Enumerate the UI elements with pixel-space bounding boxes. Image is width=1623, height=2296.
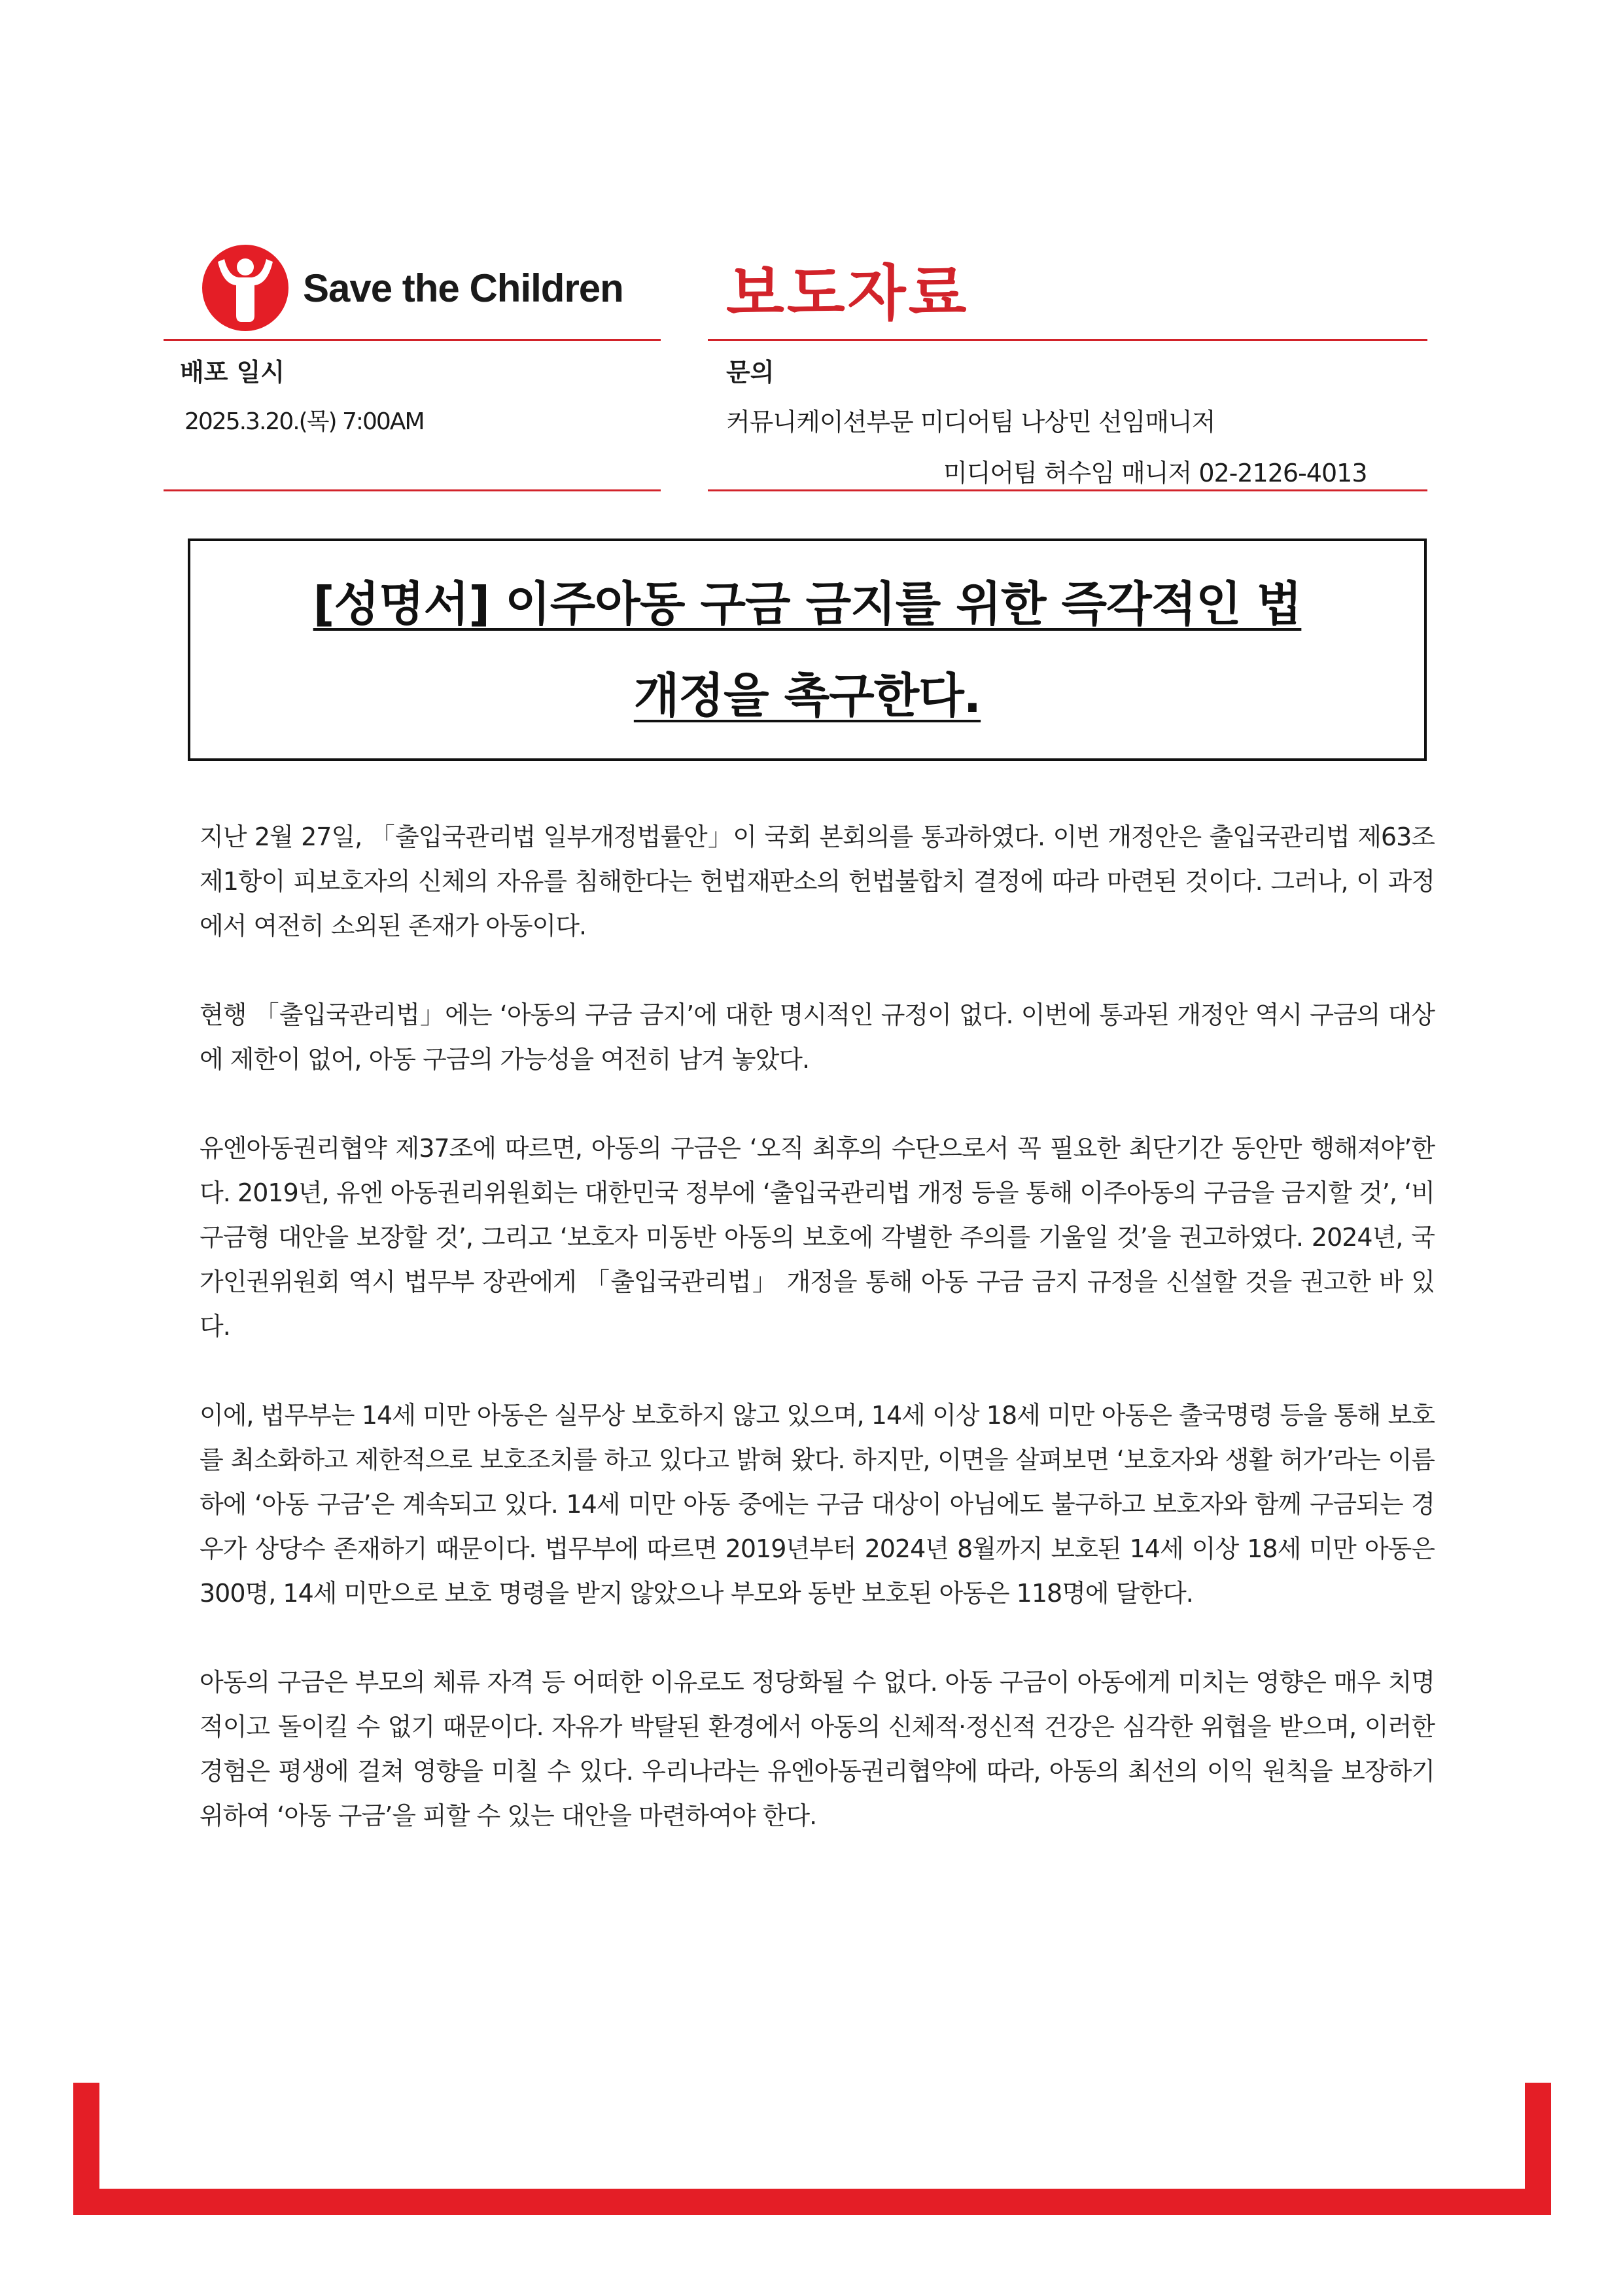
divider (164, 489, 661, 491)
contact-line-1: 커뮤니케이션부문 미디어팀 나상민 선임매니저 (726, 408, 1215, 436)
title-line-2: 개정을 촉구한다. (633, 668, 981, 723)
paragraph: 이에, 법무부는 14세 미만 아동은 실무상 보호하지 않고 있으며, 14세 이상 18세 미만 아동은 출국명령 등을 통해 보호를 최소화하고 제한적으로 보호조치를 하고 있다고 밝혀 왔다. 하지만, 이면을 살펴보면 ‘보호자와 생활 허가’라는 이름하에 ‘아동 구금’은 계속되고 있다. 14세 미만 아동 중에는 구금 대상이 아님에도 불구하고 보호자와 함께 구금되는 경우가 상당수 존재하기 때문이다. 법무부에 따르면 2019년부터 2024년 8월까지 보호된 14세 이상 18세 미만 아동은 300명, 14세 미만으로 보호 명령을 받지 않았으나 부모와 동반 보호된 아동은 118명에 달한다. (200, 1401, 1435, 1608)
doc-type-heading: 보도자료 (726, 258, 969, 328)
logo (200, 239, 644, 337)
divider (164, 339, 661, 341)
paragraph: 유엔아동권리협약 제37조에 따르면, 아동의 구금은 ‘오직 최후의 수단으로서 꼭 필요한 최단기간 동안만 행해져야’한다. 2019년, 유엔 아동권리위원회는 대한민국 정부에 ‘출입국관리법 개정 등을 통해 이주아동의 구금을 금지할 것’, ‘비구금형 대안을 보장할 것’, 그리고 ‘보호자 미동반 아동의 보호에 각별한 주의를 기울일 것’을 권고하였다. 2024년, 국가인권위원회 역시 법무부 장관에게 「출입국관리법」 개정을 통해 아동 구금 금지 규정을 신설할 것을 권고한 바 있다. (200, 1134, 1435, 1341)
paragraph: 현행 「출입국관리법」에는 ‘아동의 구금 금지’에 대한 명시적인 규정이 없다. 이번에 통과된 개정안 역시 구금의 대상에 제한이 없어, 아동 구금의 가능성을 여전히 남겨 놓았다. (200, 1000, 1435, 1074)
paragraph: 아동의 구금은 부모의 체류 자격 등 어떠한 이유로도 정당화될 수 없다. 아동 구금이 아동에게 미치는 영향은 매우 치명적이고 돌이킬 수 없기 때문이다. 자유가 박탈된 환경에서 아동의 신체적·정신적 건강은 심각한 위협을 받으며, 이러한 경험은 평생에 걸쳐 영향을 미칠 수 있다. 우리나라는 유엔아동권리협약에 따라, 아동의 최선의 이익 원칙을 보장하기 위하여 ‘아동 구금’을 피할 수 있는 대안을 마련하여야 한다. (200, 1668, 1435, 1830)
release-label: 배포 일시 (180, 358, 285, 387)
body (200, 815, 1435, 1882)
divider (708, 489, 1427, 491)
title-line-1: [성명서] 이주아동 구금 금지를 위한 즉각적인 법 (313, 576, 1302, 631)
title-box (188, 539, 1427, 761)
bottom-frame-bottom (73, 2189, 1551, 2215)
contact-label: 문의 (726, 358, 775, 387)
logo-text: Save the Children (303, 266, 623, 310)
divider (708, 339, 1427, 341)
paragraph: 지난 2월 27일, 「출입국관리법 일부개정법률안」이 국회 본회의를 통과하였다. 이번 개정안은 출입국관리법 제63조 제1항이 피보호자의 신체의 자유를 침해한다는 헌법재판소의 헌법불합치 결정에 따라 마련된 것이다. 그러나, 이 과정에서 여전히 소외된 존재가 아동이다. (200, 822, 1435, 940)
release-date: 2025.3.20.(목) 7:00AM (184, 408, 424, 435)
contact-line-2: 미디어팀 허수임 매니저 02-2126-4013 (943, 459, 1367, 487)
save-the-children-logo-icon (200, 242, 291, 334)
